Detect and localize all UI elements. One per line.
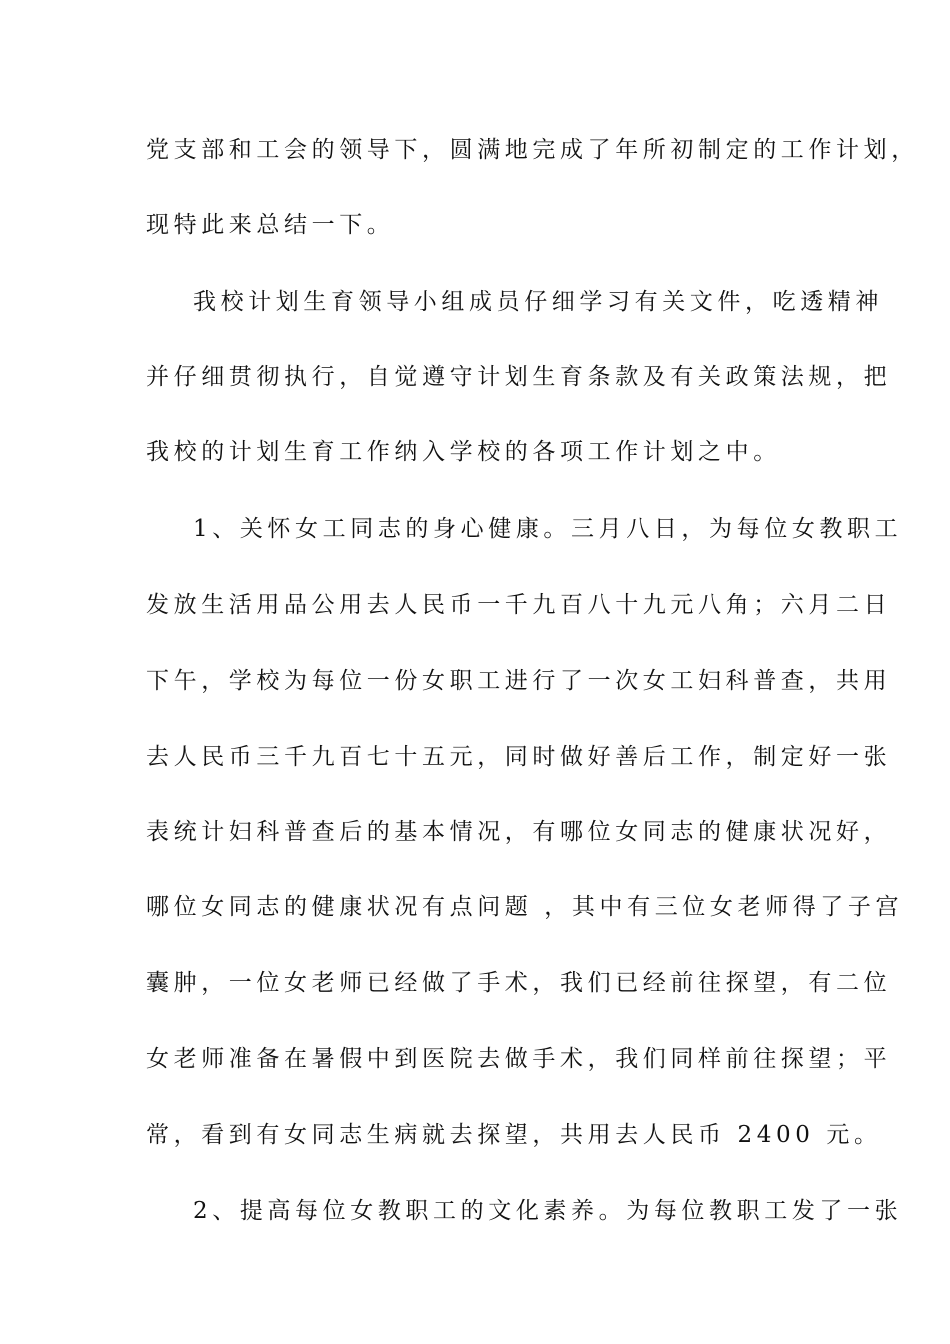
text-line-2: 现特此来总结一下。: [146, 212, 395, 238]
text-line-7: 发放生活用品公用去人民币一千九百八十九元八角；六月二日: [146, 592, 892, 618]
text-line-4: 并仔细贯彻执行，自觉遵守计划生育条款及有关政策法规，把: [146, 364, 892, 390]
paragraph-start-line: 我校计划生育领导小组成员仔细学习有关文件，吃透精神: [193, 289, 883, 315]
text-line-10: 表统计妇科普查后的基本情况，有哪位女同志的健康状况好，: [146, 819, 892, 845]
text-line-5: 我校的计划生育工作纳入学校的各项工作计划之中。: [146, 439, 781, 465]
text-line-9: 去人民币三千九百七十五元，同时做好善后工作，制定好一张: [146, 744, 892, 770]
text-line-11: 哪位女同志的健康状况有点问题 ，其中有三位女老师得了子宫: [146, 894, 904, 920]
text-line-1: 党支部和工会的领导下，圆满地完成了年所初制定的工作计划，: [146, 137, 919, 163]
text-line-8: 下午，学校为每位一份女职工进行了一次女工妇科普查，共用: [146, 668, 892, 694]
list-item-2-start: 2、提高每位女教职工的文化素养。为每位教职工发了一张: [193, 1198, 903, 1224]
text-line-13: 女老师准备在暑假中到医院去做手术，我们同样前往探望；平: [146, 1046, 892, 1072]
list-item-1-start: 1、关怀女工同志的身心健康。三月八日，为每位女教职工: [193, 516, 903, 542]
text-line-14: 常，看到有女同志生病就去探望，共用去人民币 2400 元。: [146, 1122, 882, 1148]
text-line-12: 囊肿，一位女老师已经做了手术，我们已经前往探望，有二位: [146, 970, 892, 996]
